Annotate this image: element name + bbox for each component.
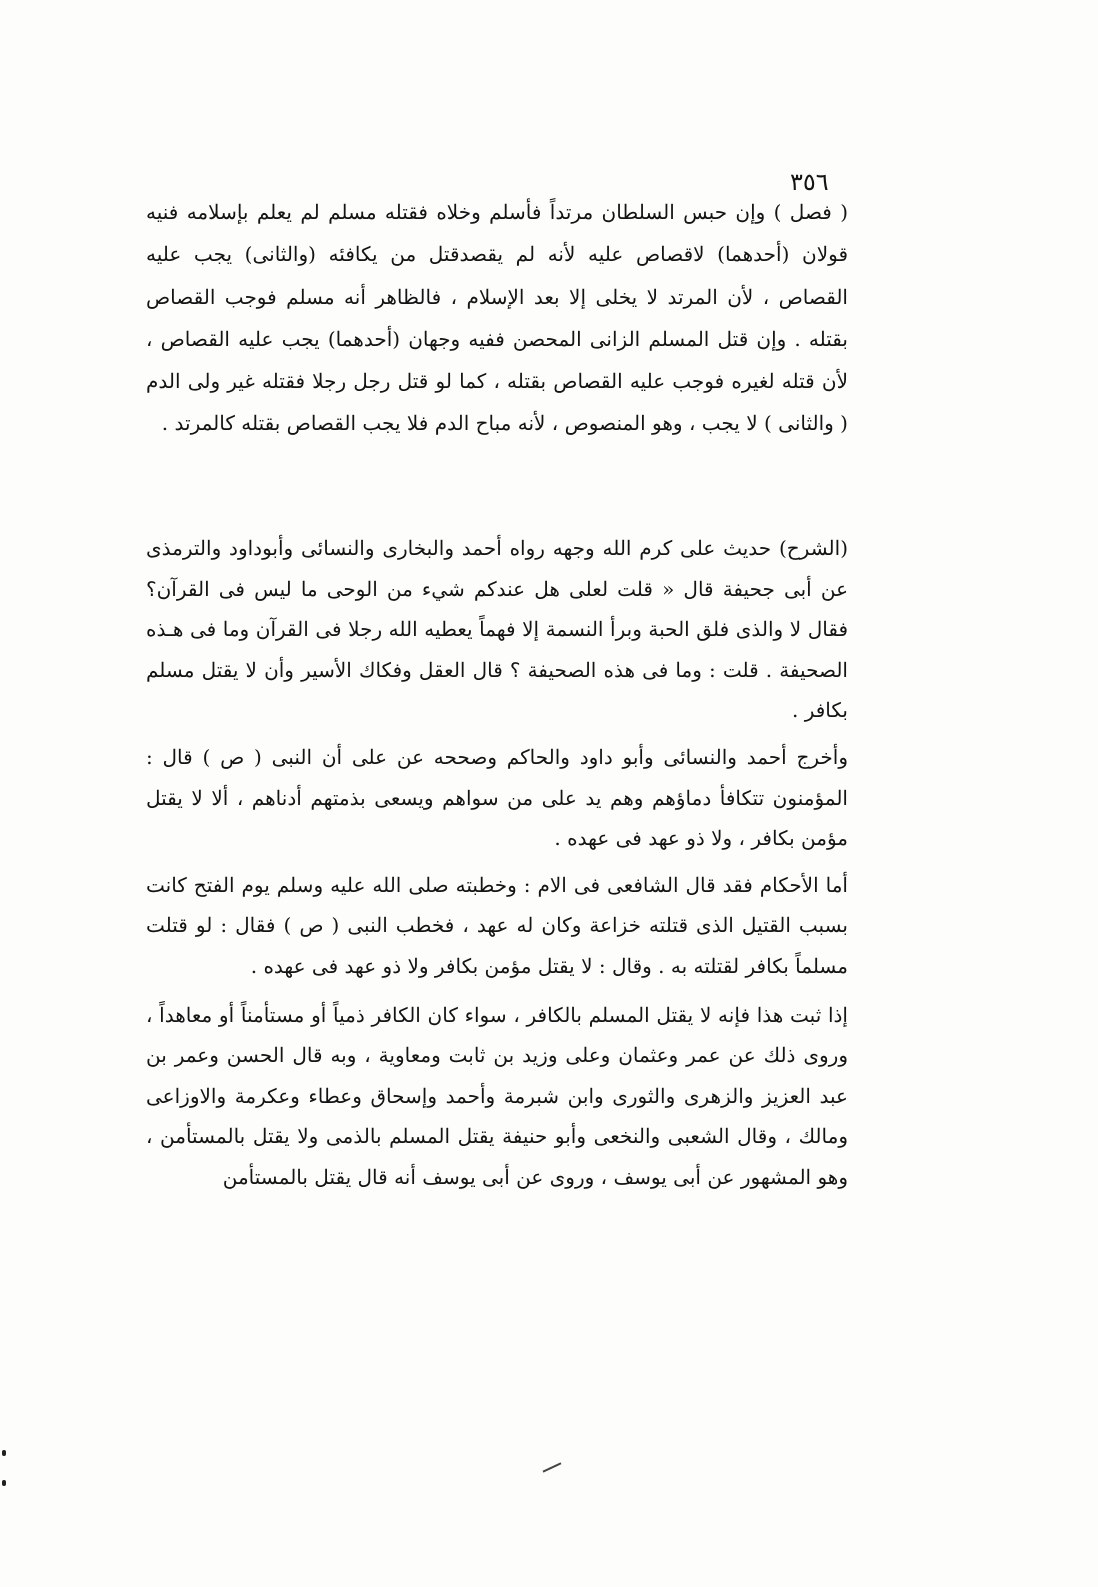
commentary-paragraph-1: (الشرح) حديث على كرم الله وجهه رواه أحمد والبخارى والنسائى وأبوداود والترمذى عن أبى جحيفة قال « قلت لعلى هل عندكم شيء من الوحى ما ليس فى القرآن؟ فقال لا والذى فلق الحبة وبرأ النسمة إلا فهماً يعطيه الله رجلا فى القرآن وما فى هـذه الصحيفة . قلت : وما فى هذه الصحيفة ؟ قال العقل وفكاك الأسير وأن لا يقتل مسلم بكافر .: [146, 536, 848, 723]
scan-edge-mark: [2, 1480, 6, 1486]
main-text-section: [146, 191, 848, 445]
commentary-paragraph-3: أما الأحكام فقد قال الشافعى فى الام : وخطبته صلى الله عليه وسلم يوم الفتح كانت بسبب القتيل الذى قتلته خزاعة وكان له عهد ، فخطب النبى ( ص ) فقال : لو قتلت مسلماً بكافر لقتلته به . وقال : لا يقتل مؤمن بكافر ولا ذو عهد فى عهده .: [146, 872, 848, 978]
scan-edge-mark: [2, 1450, 6, 1456]
commentary-paragraph-4: إذا ثبت هذا فإنه لا يقتل المسلم بالكافر ، سواء كان الكافر ذمياً أو مستأمناً أو معاهداً ، وروى ذلك عن عمر وعثمان وعلى وزيد بن ثابت ومعاوية ، وبه قال الحسن وعمر بن عبد العزيز والزهرى والثورى وابن شبرمة وأحمد وإسحاق وعطاء وعكرمة والاوزاعى ومالك ، وقال الشعبى والنخعى وأبو حنيفة يقتل المسلم بالذمى ولا يقتل بالمستأمن ، وهو المشهور عن أبى يوسف ، وروى عن أبى يوسف أنه قال يقتل بالمستأمن: [146, 1002, 848, 1189]
page-number: ٣٥٦: [790, 168, 829, 196]
commentary-section: [146, 528, 848, 1198]
main-paragraph: ( فصل ) وإن حبس السلطان مرتداً فأسلم وخلاه فقتله مسلم لم يعلم بإسلامه فنيه قولان (أحدهما) لاقصاص عليه لأنه لم يقصدقتل من يكافئه (والثانى) يجب عليه القصاص ، لأن المرتد لا يخلى إلا بعد الإسلام ، فالظاهر أنه مسلم فوجب القصاص بقتله . وإن قتل المسلم الزانى المحصن ففيه وجهان (أحدهما) يجب عليه القصاص ، لأن قتله لغيره فوجب عليه القصاص بقتله ، كما لو قتل رجل رجلا فقتله غير ولى الدم ( والثانى ) لا يجب ، وهو المنصوص ، لأنه مباح الدم فلا يجب القصاص بقتله كالمرتد .: [146, 200, 848, 436]
commentary-paragraph-2: وأخرج أحمد والنسائى وأبو داود والحاكم وصححه عن على أن النبى ( ص ) قال : المؤمنون تتكافأ دماؤهم وهم يد على من سواهم ويسعى بذمتهم أدناهم ، ألا لا يقتل مؤمن بكافر ، ولا ذو عهد فى عهده .: [146, 744, 848, 851]
stray-mark: ـــ: [535, 1447, 564, 1478]
